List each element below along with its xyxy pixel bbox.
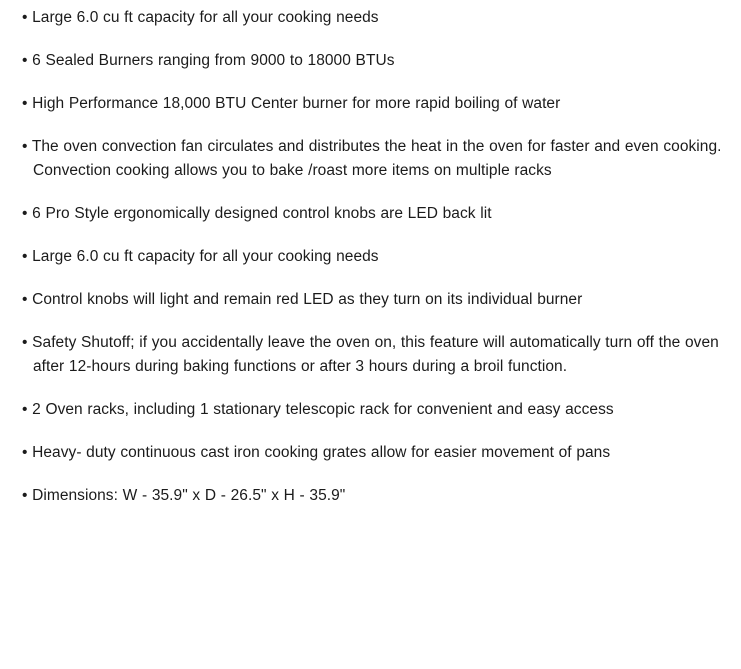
list-item: • The oven convection fan circulates and distributes the heat in the oven for faster and even cooking. Convection cooking allows you to bake /roast more items on multiple racks bbox=[22, 138, 722, 180]
list-item: • Control knobs will light and remain red LED as they turn on its individual burner bbox=[22, 291, 583, 309]
list-item: • Safety Shutoff; if you accidentally leave the oven on, this feature will automatically turn off the oven after 12-hours during baking functions or after 3 hours during a broil function. bbox=[22, 334, 719, 376]
list-item: • Dimensions: W - 35.9" x D - 26.5" x H - 35.9" bbox=[22, 487, 346, 505]
list-item: • High Performance 18,000 BTU Center burner for more rapid boiling of water bbox=[22, 95, 561, 113]
list-item: • 6 Pro Style ergonomically designed control knobs are LED back lit bbox=[22, 205, 492, 223]
list-item: • Heavy- duty continuous cast iron cooking grates allow for easier movement of pans bbox=[22, 444, 611, 462]
list-item: • 6 Sealed Burners ranging from 9000 to 18000 BTUs bbox=[22, 52, 395, 70]
list-item: • 2 Oven racks, including 1 stationary telescopic rack for convenient and easy access bbox=[22, 401, 614, 419]
list-item: • Large 6.0 cu ft capacity for all your cooking needs bbox=[22, 248, 379, 266]
list-item: • Large 6.0 cu ft capacity for all your cooking needs bbox=[22, 9, 379, 26]
